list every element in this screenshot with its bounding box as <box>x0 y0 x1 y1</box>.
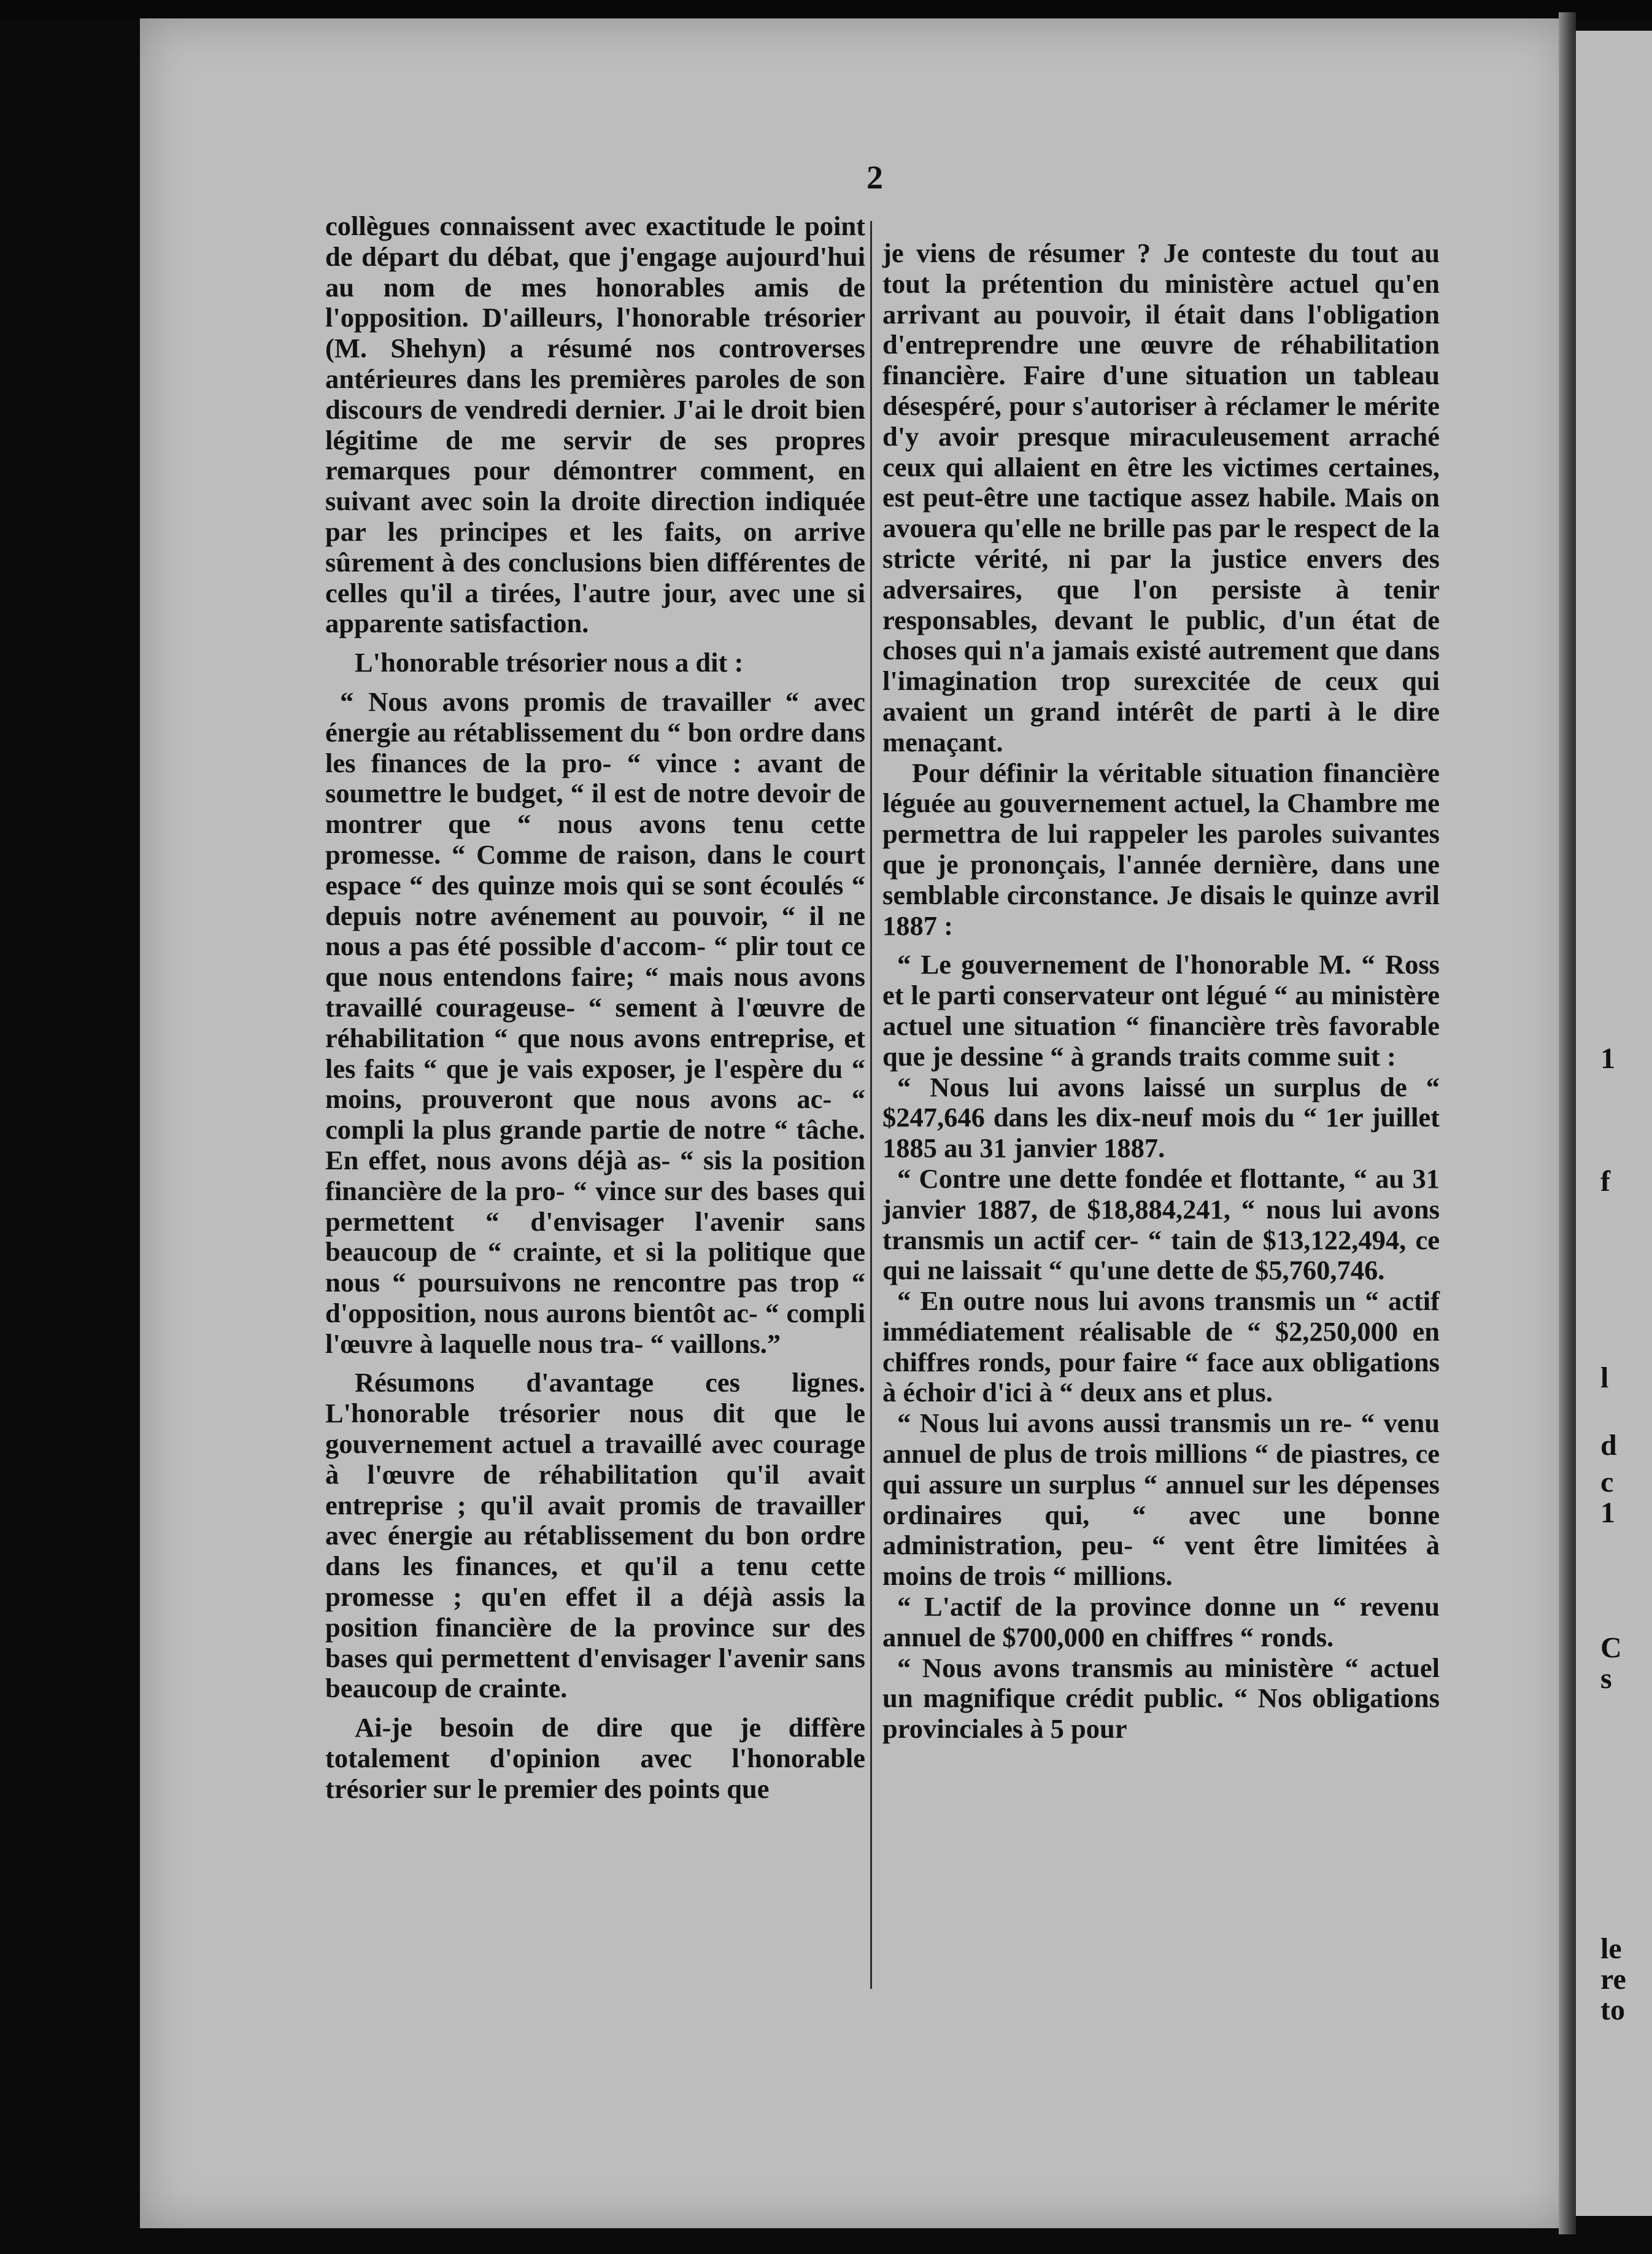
quoted-passage: “ L'actif de la province donne un “ revenu annuel de $700,000 en chiffres “ ronds. <box>882 1591 1440 1652</box>
paragraph: je viens de résumer ? Je conteste du tout au tout la prétention du ministère actuel qu'en arrivant au pouvoir, il était dans l'obligation d'entreprendre une œuvre de réhabilitation financière. Faire d'une situation un tableau désespéré, pour s'autoriser à réclamer le mérite d'y avoir presque miraculeusement arraché ceux qui allaient en être les victimes certaines, est peut-être une tactique assez habile. Mais on avouera qu'elle ne brille pas par le respect de la stricte vérité, ni par la justice envers des adversaires, que l'on persiste à tenir responsables, devant le public, d'un état de choses qui n'a jamais existé autrement que dans l'imagination trop surexcitée de ceux qui avaient un grand intérêt de parti à le dire menaçant. <box>882 238 1440 757</box>
adjacent-page-fragment: l <box>1600 1361 1609 1394</box>
quoted-passage: “ Nous lui avons laissé un surplus de “ $247,646 dans les dix-neuf mois du “ 1er juillet 1885 au 31 janvier 1887. <box>882 1071 1440 1164</box>
page-fold-shadow <box>1559 12 1576 2234</box>
adjacent-page-fragment: 1 <box>1600 1497 1615 1529</box>
adjacent-page-fragment: s <box>1600 1662 1612 1695</box>
adjacent-page-fragment: to <box>1600 1994 1625 2026</box>
adjacent-page-fragment: f <box>1600 1165 1610 1198</box>
left-text-column <box>325 211 865 1805</box>
paragraph: Ai-je besoin de dire que je diffère totalement d'opinion avec l'honorable trésorier sur le premier des points que <box>325 1712 865 1804</box>
column-divider <box>870 221 872 1989</box>
quoted-passage: “ Le gouvernement de l'honorable M. “ Ross et le parti conservateur ont légué “ au ministère actuel une situation “ financière très favorable que je dessine “ à grands traits comme suit : <box>882 949 1440 1072</box>
adjacent-page-fragment: d <box>1600 1429 1617 1462</box>
paragraph: L'honorable trésorier nous a dit : <box>355 647 744 678</box>
quoted-passage: “ Nous avons promis de travailler “ avec énergie au rétablissement du “ bon ordre dans les finances de la pro- “ vince : avant de soumettre le budget, “ il est de notre devoir de montrer que “ nous avons tenu cette promesse. “ Comme de raison, dans le court espace “ des quinze mois qui se sont écoulés “ depuis notre avénement au pouvoir, “ il ne nous a pas été possible d'accom- “ plir tout ce que nous entendons faire; “ mais nous avons travaillé courageuse- “ sement à l'œuvre de réhabilitation “ que nous avons entreprise, et les faits “ que je vais exposer, je l'espère du “ moins, prouveront que nous avons ac- “ compli la plus grande partie de notre “ tâche. En effet, nous avons déjà as- “ sis la position financière de la pro- “ vince sur des bases qui permettent “ d'envisager l'avenir sans beaucoup de “ crainte, et si la politique que nous “ poursuivons ne rencontre pas trop “ d'opposition, nous aurons bientôt ac- “ compli l'œuvre à laquelle nous tra- “ vaillons.” <box>325 686 865 1359</box>
adjacent-page-edge <box>1576 31 1652 2216</box>
page-number: 2 <box>867 159 883 196</box>
adjacent-page-fragment: le <box>1600 1932 1622 1965</box>
paragraph: collègues connaissent avec exactitude le point de départ du débat, que j'engage aujourd'hui au nom de mes honorables amis de l'opposition. D'ailleurs, l'honorable trésorier (M. Shehyn) a résumé nos controverses antérieures dans les premières paroles de son discours de vendredi dernier. J'ai le droit bien légitime de me servir de ses propres remarques pour démontrer comment, en suivant avec soin la droite direction indiquée par les principes et les faits, on arrive sûrement à des conclusions bien différentes de celles qu'il a tirées, l'autre jour, avec une si apparente satisfaction. <box>325 211 865 639</box>
adjacent-page-fragment: C <box>1600 1632 1622 1664</box>
paragraph: Pour définir la véritable situation financière léguée au gouvernement actuel, la Chambre me permettra de lui rappeler les paroles suivantes que je prononçais, l'année dernière, dans une semblable circonstance. Je disais le quinze avril 1887 : <box>882 757 1440 941</box>
adjacent-page-fragment: re <box>1600 1963 1626 1996</box>
scan-border <box>0 0 1652 18</box>
quoted-passage: “ Nous lui avons aussi transmis un re- “ venu annuel de plus de trois millions “ de piastres, ce qui assure un surplus “ annuel sur les dépenses ordinaires qui, “ avec une bonne administration, peu- “ vent être limitées à moins de trois “ millions. <box>882 1408 1440 1592</box>
adjacent-page-fragment: c <box>1600 1466 1614 1498</box>
quoted-passage: “ Contre une dette fondée et flottante, “ au 31 janvier 1887, de $18,884,241, “ nous lui avons transmis un actif cer- “ tain de $13,122,494, ce qui ne laissait “ qu'une dette de $5,760,746. <box>882 1163 1440 1286</box>
adjacent-page-fragment: 1 <box>1600 1042 1615 1075</box>
paragraph: Résumons d'avantage ces lignes. L'honorable trésorier nous dit que le gouvernement actuel a travaillé avec courage à l'œuvre de réhabilitation qu'il avait entreprise ; qu'il avait promis de travailler avec énergie au rétablissement du bon ordre dans les finances, et qu'il a tenu cette promesse ; qu'en effet il a déjà assis la position financière de la province sur des bases qui permettent d'envisager l'avenir sans beaucoup de crainte. <box>325 1367 865 1704</box>
quoted-passage: “ Nous avons transmis au ministère “ actuel un magnifique crédit public. “ Nos obligations provinciales à 5 pour <box>882 1652 1440 1745</box>
right-text-column <box>882 238 1440 1745</box>
quoted-passage: “ En outre nous lui avons transmis un “ actif immédiatement réalisable de “ $2,250,000 en chiffres ronds, pour faire “ face aux obligations à échoir d'ici à “ deux ans et plus. <box>882 1285 1440 1408</box>
